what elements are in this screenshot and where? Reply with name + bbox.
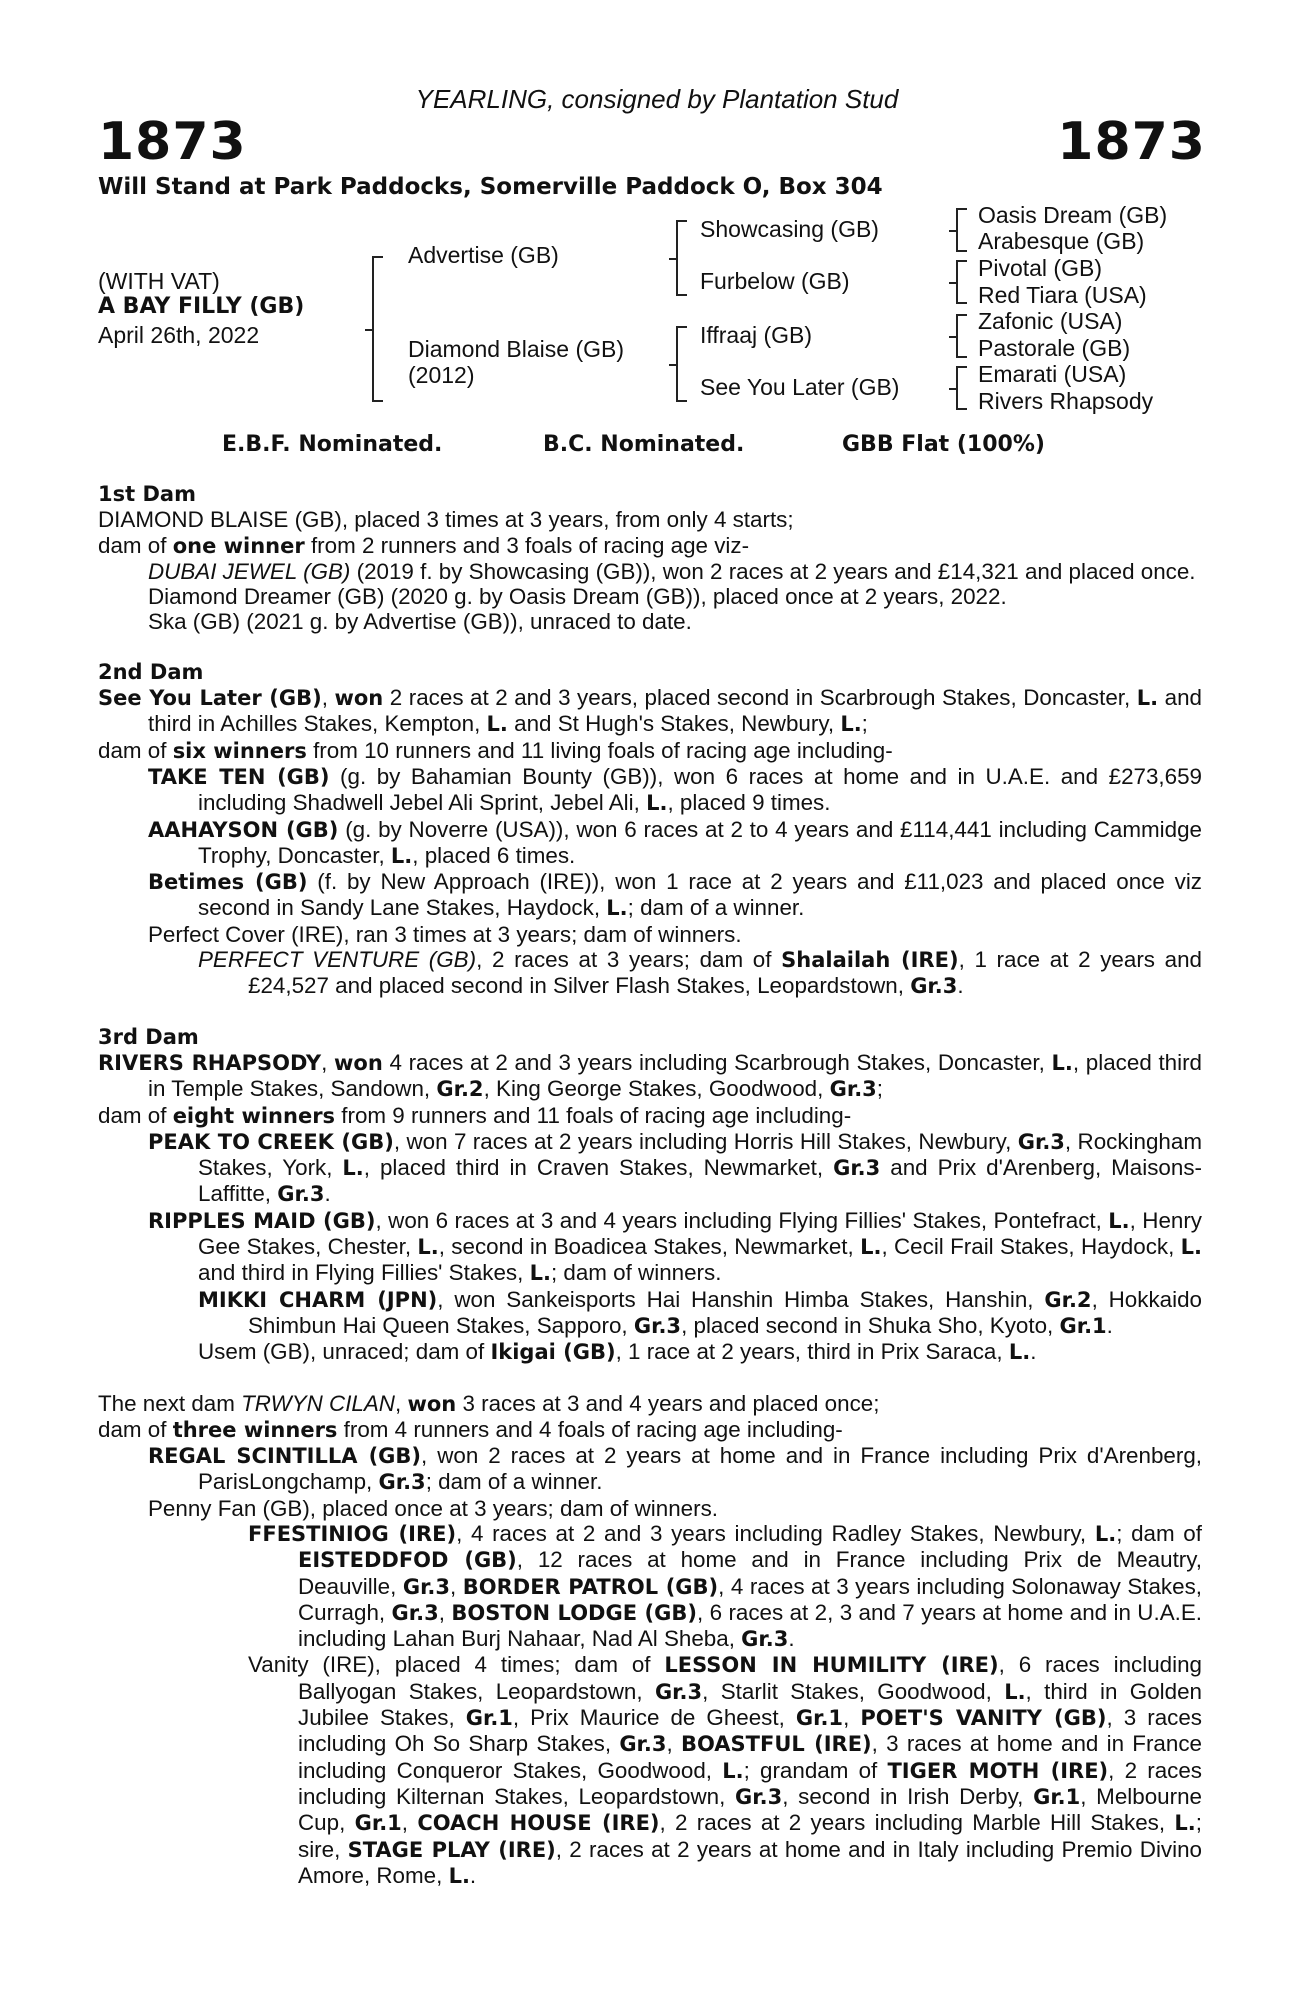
text-run: , 3 races at home and in France including Conqueror Stakes, Goodwood, [298, 1731, 1202, 1783]
sire-name: Advertise (GB) [408, 242, 559, 268]
bold-text: L. [390, 843, 413, 868]
progeny-entry [98, 1496, 1202, 1521]
bold-text: Gr.3 [741, 1627, 789, 1652]
bold-text: Gr.1 [354, 1811, 402, 1836]
text-run: , Cecil Frail Stakes, Haydock, [881, 1234, 1181, 1260]
pedigree-brace [372, 256, 383, 402]
bold-text: eight winners [172, 1103, 336, 1128]
bold-text: FFESTINIOG (IRE) [248, 1521, 457, 1546]
granddam-1: Arabesque (GB) [978, 228, 1145, 254]
bold-text: won [407, 1391, 457, 1416]
text-run: , 1 race at 2 years and £24,527 and placed second in Silver Flash Stakes, Leopardstown, [248, 947, 1203, 999]
bold-text: Gr.1 [795, 1706, 844, 1731]
text-run: and third in Flying Fillies' Stakes, [198, 1260, 530, 1286]
text-run: Diamond Dreamer (GB) (2020 g. by Oasis Dream (GB)), placed once at 2 years, 2022. [148, 584, 1007, 610]
text-run: , Starlit Stakes, Goodwood, [702, 1678, 1005, 1704]
bold-text: AAHAYSON (GB) [148, 817, 339, 842]
text-run: , Hokkaido Shimbun Hai Queen Stakes, Sapporo, [248, 1286, 1202, 1338]
bold-text: BORDER PATROL (GB) [462, 1574, 719, 1599]
text-run: ; dam of a winner. [627, 895, 805, 921]
text-run: ; sire, [298, 1810, 1202, 1862]
bold-text: six winners [172, 738, 307, 763]
bold-text: Ikigai (GB) [490, 1340, 616, 1365]
bold-text: TIGER MOTH (IRE) [887, 1758, 1109, 1783]
text-run: PERFECT VENTURE (GB) [198, 947, 477, 973]
text-run: , placed 6 times. [412, 842, 576, 868]
bold-text: Gr.1 [465, 1706, 513, 1731]
bold-text: won [334, 686, 384, 711]
text-run: dam of [98, 1102, 173, 1128]
progeny-entry [98, 817, 1202, 870]
sire-sire: Showcasing (GB) [700, 216, 879, 242]
text-run: 3 races at 3 and 4 years and placed once; [456, 1390, 880, 1416]
bold-text: Gr.3 [378, 1470, 426, 1495]
third-dam-summary [98, 1050, 1202, 1103]
text-run: from 4 runners and 4 foals of racing age including- [337, 1416, 843, 1442]
text-run: (g. by Noverre (USA)), won 6 races at 2 to 4 years and £114,441 including Cammidge Trophy, Doncaster, [198, 816, 1202, 868]
first-dam-produce [98, 533, 1202, 559]
bold-text: L. [342, 1156, 364, 1181]
dam-name: Diamond Blaise (GB) [408, 336, 625, 362]
bold-text: Gr.3 [402, 1574, 451, 1599]
bold-text: Gr.2 [436, 1077, 484, 1102]
text-run: , placed 9 times. [667, 790, 831, 816]
text-run: 2 races at 2 and 3 years, placed second in Scarbrough Stakes, Doncaster, [383, 685, 1137, 711]
text-run: ; [861, 711, 868, 737]
text-run: , 4 races at 3 years including Solonaway Stakes, Curragh, [298, 1573, 1202, 1625]
section-heading-third-dam: 3rd Dam [98, 1024, 199, 1049]
text-run: dam of [98, 1416, 173, 1442]
second-dam-summary [98, 685, 1202, 738]
bold-text: L. [646, 791, 668, 816]
bold-text: L. [1108, 1208, 1130, 1233]
grand-progeny-entry [98, 1339, 1202, 1365]
text-run: , 12 races at home and in France including Prix de Meautry, Deauville, [298, 1547, 1203, 1599]
grandsire-1: Oasis Dream (GB) [978, 202, 1168, 228]
text-run: , King George Stakes, Goodwood, [483, 1076, 830, 1102]
progeny-entry [98, 922, 1202, 947]
granddam-4: Rivers Rhapsody [978, 388, 1154, 414]
text-run: and St Hugh's Stakes, Newbury, [507, 711, 841, 737]
pedigree-brace [956, 314, 967, 358]
text-run: , [450, 1573, 463, 1599]
text-run: , placed second in Shuka Sho, Kyoto, [681, 1312, 1060, 1338]
bold-text: POET'S VANITY (GB) [860, 1706, 1107, 1731]
text-run: , won Sankeisports Hai Hanshin Himba Stakes, Hanshin, [437, 1286, 1045, 1312]
bold-text: REGAL SCINTILLA (GB) [148, 1444, 422, 1469]
text-run: and Prix d'Arenberg, Maisons-Laffitte, [198, 1155, 1202, 1207]
bold-text: See You Later (GB) [98, 686, 322, 711]
bold-text: LESSON IN HUMILITY (IRE) [664, 1653, 999, 1678]
bold-text: three winners [172, 1417, 338, 1442]
bold-text: L. [860, 1235, 882, 1260]
text-run: , won 6 races at 3 and 4 years including Flying Fillies' Stakes, Pontefract, [375, 1207, 1109, 1233]
bold-text: L. [417, 1235, 439, 1260]
text-run: , Henry Gee Stakes, Chester, [198, 1207, 1203, 1260]
progeny-entry [98, 1208, 1202, 1287]
text-run: Perfect Cover (IRE), ran 3 times at 3 years; dam of winners. [148, 921, 742, 947]
text-run: , 4 races at 2 and 3 years including Radley Stakes, Newbury, [456, 1520, 1095, 1546]
progeny-entry [98, 764, 1202, 817]
second-dam-produce [98, 738, 1202, 764]
bold-text: won [334, 1050, 383, 1075]
gbb-flat: GBB Flat (100%) [842, 432, 1045, 457]
text-run: , 3 races including Oh So Sharp Stakes, [298, 1705, 1203, 1757]
text-run: (g. by Bahamian Bounty (GB)), won 6 races at home and in U.A.E. and £273,659 including Shadwell Jebel Ali Sprint, Jebel Ali, [198, 763, 1203, 816]
text-run: 4 races at 2 and 3 years including Scarbrough Stakes, Doncaster, [382, 1049, 1052, 1075]
bold-text: Gr.1 [1033, 1784, 1081, 1809]
text-run: , [438, 1599, 452, 1625]
next-dam-summary [98, 1391, 1202, 1417]
text-run: Usem (GB), unraced; dam of [198, 1339, 491, 1365]
bold-text: L. [1180, 1235, 1203, 1260]
bold-text: EISTEDDFOD (GB) [298, 1548, 517, 1573]
text-run: DIAMOND BLAISE (GB), placed 3 times at 3 years, from only 4 starts; [98, 507, 794, 533]
text-run: , [394, 1390, 408, 1416]
text-run: dam of [98, 737, 173, 763]
bold-text: RIVERS RHAPSODY [98, 1050, 322, 1075]
progeny-entry [98, 559, 1202, 584]
bold-text: Gr.3 [391, 1600, 439, 1625]
pedigree-brace [676, 220, 687, 296]
text-run: . [1030, 1339, 1037, 1365]
pedigree-brace [956, 208, 967, 252]
text-run: ; grandam of [743, 1757, 888, 1783]
text-run: , 2 races including Kilternan Stakes, Leopardstown, [298, 1757, 1203, 1809]
bold-text: Gr.3 [910, 974, 958, 999]
bold-text: Gr.1 [1059, 1313, 1107, 1338]
text-run: . [324, 1181, 331, 1207]
text-run: , 6 races at 2, 3 and 7 years at home and in U.A.E. including Lahan Burj Nahaar, Nad Al Sheba, [298, 1599, 1203, 1652]
pedigree-brace [956, 260, 967, 304]
text-run: , 1 race at 2 years, third in Prix Saraca, [615, 1339, 1009, 1365]
bold-text: L. [840, 712, 862, 737]
vat-note: (WITH VAT) [98, 268, 220, 294]
grandsire-2: Pivotal (GB) [978, 255, 1102, 281]
subject-name: A BAY FILLY (GB) [98, 294, 305, 319]
text-run: TRWYN CILAN [241, 1390, 395, 1416]
bold-text: Betimes (GB) [148, 870, 308, 895]
bold-text: MIKKI CHARM (JPN) [198, 1287, 438, 1312]
third-dam-produce [98, 1103, 1202, 1129]
text-run: , 2 races at 2 years at home and in Italy including Premio Divino Amore, Rome, [298, 1836, 1202, 1888]
produce-record [98, 482, 1202, 1889]
text-run: DUBAI JEWEL (GB) [148, 558, 351, 584]
text-run: from 2 runners and 3 foals of racing age viz- [304, 532, 750, 558]
grand-progeny-entry [98, 947, 1202, 1000]
grandsire-3: Zafonic (USA) [978, 308, 1123, 334]
bold-text: STAGE PLAY (IRE) [347, 1837, 556, 1862]
granddam-2: Red Tiara (USA) [978, 282, 1147, 308]
bold-text: L. [486, 712, 508, 737]
text-run: , Melbourne Cup, [298, 1783, 1202, 1836]
text-run: (f. by New Approach (IRE)), won 1 race at 2 years and £11,023 and placed once viz second in Sandy Lane Stakes, Haydock, [198, 869, 1202, 921]
text-run: . [957, 973, 964, 999]
bold-text: L. [722, 1758, 744, 1783]
text-run: , 2 races at 3 years; dam of [476, 947, 782, 973]
bold-text: Gr.3 [619, 1732, 667, 1757]
pedigree-brace [956, 366, 967, 410]
foaling-date: April 26th, 2022 [98, 322, 260, 348]
bold-text: COACH HOUSE (IRE) [417, 1811, 660, 1836]
grand-progeny-entry [98, 1652, 1202, 1889]
bold-text: BOSTON LODGE (GB) [451, 1600, 697, 1625]
text-run: , Prix Maurice de Gheest, [512, 1705, 796, 1731]
progeny-entry [98, 1129, 1202, 1208]
bc-nomination: B.C. Nominated. [543, 432, 745, 457]
bold-text: Gr.3 [654, 1679, 703, 1704]
progeny-entry [98, 1443, 1202, 1496]
text-run: Vanity (IRE), placed 4 times; dam of [248, 1652, 665, 1678]
bold-text: Shalailah (IRE) [781, 948, 959, 973]
bold-text: Gr.3 [833, 1156, 881, 1181]
lot-number-left: 1873 [98, 112, 247, 172]
bold-text: one winner [172, 533, 305, 558]
bold-text: L. [448, 1863, 470, 1888]
text-run: . [1106, 1312, 1113, 1338]
text-run: , 6 races including Ballyogan Stakes, Leopardstown, [298, 1652, 1202, 1704]
bold-text: BOASTFUL (IRE) [681, 1732, 872, 1757]
progeny-entry [98, 584, 1202, 609]
text-run: . [469, 1862, 477, 1888]
bold-text: Gr.3 [829, 1077, 877, 1102]
bold-text: L. [606, 896, 628, 921]
text-run: , [843, 1705, 861, 1731]
bold-text: Gr.3 [1017, 1129, 1065, 1154]
section-heading-first-dam: 1st Dam [98, 482, 196, 506]
dam-sire: Iffraaj (GB) [700, 322, 813, 348]
progeny-entry [98, 869, 1202, 922]
stand-location: Will Stand at Park Paddocks, Somerville Paddock O, Box 304 [98, 174, 883, 200]
bold-text: L. [1008, 1340, 1031, 1365]
bold-text: PEAK TO CREEK (GB) [148, 1129, 394, 1154]
text-run: , [321, 685, 335, 711]
text-run: Ska (GB) (2021 g. by Advertise (GB)), unraced to date. [148, 609, 692, 635]
text-run: , third in Golden Jubilee Stakes, [298, 1678, 1202, 1731]
bold-text: L. [1174, 1811, 1196, 1836]
grand-progeny-entry [98, 1521, 1202, 1652]
progeny-entry [98, 609, 1202, 634]
text-run: from 10 runners and 11 living foals of racing age including- [306, 737, 893, 763]
grand-progeny-entry [98, 1287, 1202, 1340]
text-run: dam of [98, 532, 173, 558]
text-run: , 2 races at 2 years including Marble Hill Stakes, [659, 1810, 1175, 1836]
first-dam-summary [98, 507, 1202, 532]
sire-dam: Furbelow (GB) [700, 268, 850, 294]
text-run: ; dam of a winner. [425, 1469, 603, 1495]
text-run: , [321, 1049, 335, 1075]
text-run: ; dam of [1116, 1520, 1202, 1546]
text-run: Penny Fan (GB), placed once at 3 years; dam of winners. [148, 1495, 718, 1521]
dam-year: (2012) [408, 362, 475, 388]
bold-text: L. [1094, 1521, 1117, 1546]
bold-text: RIPPLES MAID (GB) [148, 1208, 376, 1233]
text-run: . [788, 1626, 795, 1652]
next-dam-produce [98, 1417, 1202, 1443]
text-run: , won 7 races at 2 years including Horris Hill Stakes, Newbury, [393, 1128, 1018, 1154]
consignor-subtitle: YEARLING, consigned by Plantation Stud [415, 84, 899, 114]
dam-dam: See You Later (GB) [700, 374, 900, 400]
text-run: and third in Achilles Stakes, Kempton, [148, 685, 1202, 737]
text-run: ; dam of winners. [550, 1260, 722, 1286]
lot-number-right: 1873 [1057, 112, 1206, 172]
bold-text: Gr.3 [735, 1784, 783, 1809]
text-run: , placed third in Craven Stakes, Newmarket, [363, 1155, 834, 1181]
bold-text: Gr.2 [1044, 1287, 1092, 1312]
text-run: , [666, 1731, 681, 1757]
text-run: from 9 runners and 11 foals of racing age including- [335, 1102, 852, 1128]
ebf-nomination: E.B.F. Nominated. [222, 432, 443, 457]
section-heading-second-dam: 2nd Dam [98, 659, 204, 684]
text-run: , won 2 races at 2 years at home and in France including Prix d'Arenberg, ParisLongchamp, [198, 1443, 1202, 1495]
pedigree-brace [676, 326, 687, 402]
text-run: ; [876, 1076, 884, 1102]
text-run: , placed third in Temple Stakes, Sandown, [148, 1049, 1202, 1102]
text-run: , Rockingham Stakes, York, [198, 1128, 1202, 1181]
grandsire-4: Emarati (USA) [978, 361, 1127, 387]
text-run: (2019 f. by Showcasing (GB)), won 2 races at 2 years and £14,321 and placed once. [350, 558, 1196, 584]
bold-text: L. [1136, 686, 1159, 711]
granddam-3: Pastorale (GB) [978, 335, 1131, 361]
text-run: , second in Boadicea Stakes, Newmarket, [438, 1234, 861, 1260]
text-run: The next dam [98, 1390, 242, 1416]
bold-text: L. [1004, 1679, 1026, 1704]
bold-text: L. [529, 1261, 551, 1286]
bold-text: L. [1051, 1050, 1073, 1075]
text-run: , second in Irish Derby, [782, 1783, 1034, 1809]
text-run: , [401, 1810, 418, 1836]
bold-text: Gr.3 [277, 1182, 325, 1207]
bold-text: TAKE TEN (GB) [148, 764, 330, 789]
bold-text: Gr.3 [633, 1313, 682, 1338]
